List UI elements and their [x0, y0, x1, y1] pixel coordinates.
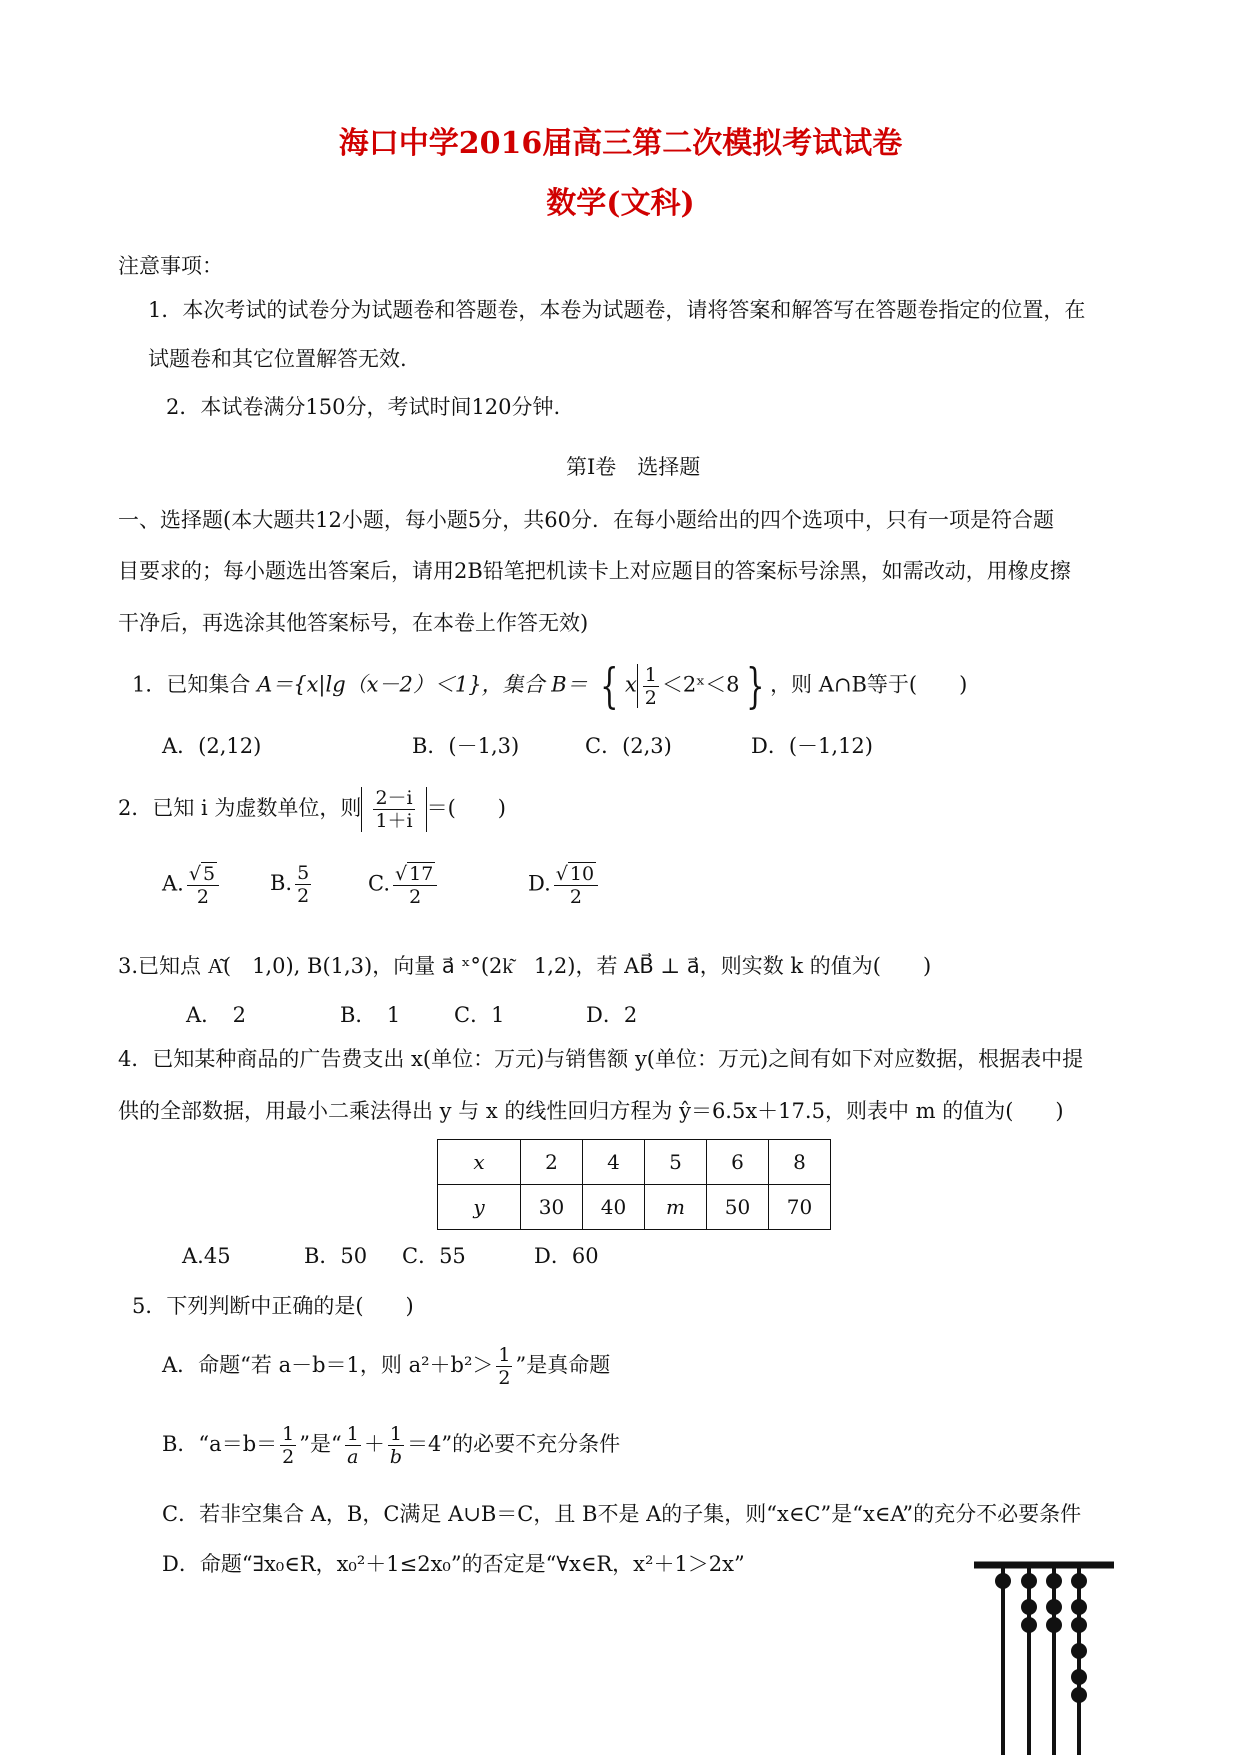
q1-option-d: D．(－1,12)	[751, 734, 873, 758]
q1-right-brace: }	[745, 658, 764, 714]
table-cell: y	[438, 1185, 521, 1230]
table-cell: 2	[521, 1140, 583, 1185]
q4-option-a: A.45	[182, 1244, 231, 1268]
abacus-bead	[995, 1573, 1011, 1589]
section-intro-line-3: 干净后，再选涂其他答案标号，在本卷上作答无效)	[118, 611, 589, 635]
abacus-bead	[1071, 1669, 1087, 1685]
q5-option-a: A．命题“若 a－b＝1，则 a²＋b²＞ $\frac{1}{2}$ ”是真命题	[162, 1344, 611, 1389]
section-title: 第Ⅰ卷 选择题	[566, 455, 701, 479]
q3-option-d: D．2	[586, 1003, 638, 1027]
abacus-bead	[1071, 1643, 1087, 1659]
question-4-line-1: 4．已知某种商品的广告费支出 x(单位：万元)与销售额 y(单位：万元)之间有如下对应数据，根据表中提	[118, 1047, 1084, 1071]
q1-set-b-left: B＝	[551, 672, 588, 697]
table-cell: 30	[521, 1185, 583, 1230]
question-5-stem: 5．下列判断中正确的是( )	[132, 1294, 414, 1318]
q1-left-brace: {	[600, 658, 619, 714]
notice-item-2: 2．本试卷满分150分，考试时间120分钟.	[166, 395, 561, 419]
q1-set-b-var: x	[624, 672, 637, 697]
abacus-figure	[968, 1555, 1118, 1755]
q2-option-a: A. $\frac{√ 5}{2}$	[162, 862, 222, 908]
exam-subtitle: 数学(文科)	[546, 186, 695, 221]
q1-option-a: A．(2,12)	[162, 734, 262, 758]
q5-option-b: B．“a＝b＝ $\frac{1}{2}$ ”是“ $\frac{1}{a}$ ＋ $\frac{1}{b}$ ＝4”的必要不充分条件	[162, 1423, 621, 1468]
table-row	[438, 1185, 831, 1230]
section-intro-line-1: 一、选择题(本大题共12小题，每小题5分，共60分．在每小题给出的四个选项中，只有一项是符合题	[118, 508, 1054, 532]
q1-bar	[637, 664, 640, 708]
table-cell: m	[645, 1185, 707, 1230]
q1-option-b: B．(－1,3)	[412, 734, 520, 758]
q4-data-table	[437, 1139, 831, 1230]
q1-set-a: A＝{x|lg（x－2）＜1}，集合	[257, 672, 545, 697]
abacus-bead	[1071, 1687, 1087, 1703]
abacus-bead	[1046, 1573, 1062, 1589]
abacus-bead	[1071, 1573, 1087, 1589]
q2-prefix: 2．已知 i 为虚数单位，则	[118, 796, 362, 820]
exam-title: 海口中学2016届高三第二次模拟考试试卷	[338, 126, 903, 161]
q4-option-b: B．50	[304, 1244, 368, 1268]
q3-option-a: A． 2	[186, 1003, 247, 1027]
q1-suffix: ，则 A∩B等于( )	[770, 672, 968, 697]
q5-option-d: D．命题“∃x₀∈R，x₀²＋1≤2x₀”的否定是“∀x∈R，x²＋1＞2x”	[162, 1552, 745, 1576]
table-cell: x	[438, 1140, 521, 1185]
q1-half-fraction: $\frac{1}{2}$	[644, 663, 657, 709]
abacus-bead	[1071, 1599, 1087, 1615]
table-cell: 70	[769, 1185, 831, 1230]
abacus-bead	[1021, 1617, 1037, 1633]
question-2-stem	[118, 787, 506, 832]
abacus-bead	[1021, 1599, 1037, 1615]
notice-heading: 注意事项：	[118, 254, 223, 278]
table-cell: 4	[583, 1140, 645, 1185]
q2-option-b: B. $\frac{5}{2}$	[270, 862, 310, 907]
notice-item-1-line-2: 试题卷和其它位置解答无效.	[148, 347, 407, 371]
q1-prefix: 1．已知集合	[132, 672, 251, 697]
q2-fraction: $\frac{2-i}{1+i}$	[375, 787, 413, 832]
question-1-stem	[132, 658, 968, 714]
q1-set-b-rest: ＜2ˣ＜8	[661, 672, 740, 697]
q1-option-c: C．(2,3)	[585, 734, 672, 758]
table-cell: 5	[645, 1140, 707, 1185]
table-cell: 50	[707, 1185, 769, 1230]
q4-option-c: C．55	[402, 1244, 466, 1268]
q2-suffix: ＝( )	[426, 796, 506, 820]
question-3-stem: 3.已知点 A͂( 1,0), B(1,3)，向量 a⃗ ˣ°(2k͂ 1,2)，若 AB⃗ ⊥ a⃗，则实数 k 的值为( )	[118, 954, 932, 978]
table-cell: 40	[583, 1185, 645, 1230]
q3-option-c: C．1	[454, 1003, 505, 1027]
q2-option-d: D. $\frac{√ 10}{2}$	[528, 862, 601, 908]
table-cell: 8	[769, 1140, 831, 1185]
abacus-bead	[1046, 1599, 1062, 1615]
table-cell: 6	[707, 1140, 769, 1185]
q2-option-c: C. $\frac{√ 17}{2}$	[368, 862, 440, 908]
abacus-bead	[1021, 1573, 1037, 1589]
section-intro-line-2: 目要求的；每小题选出答案后，请用2B铅笔把机读卡上对应题目的答案标号涂黑，如需改动，用橡皮擦	[118, 559, 1071, 583]
q4-option-d: D．60	[534, 1244, 599, 1268]
question-4-line-2: 供的全部数据，用最小二乘法得出 y 与 x 的线性回归方程为 ŷ＝6.5x＋17.5，则表中 m 的值为( )	[118, 1099, 1064, 1123]
q3-option-b: B． 1	[340, 1003, 401, 1027]
q2-abs-value	[361, 787, 426, 832]
notice-item-1-line-1: 1．本次考试的试卷分为试题卷和答题卷，本卷为试题卷，请将答案和解答写在答题卷指定的位置，在	[148, 298, 1086, 322]
q5-option-c: C．若非空集合 A，B，C满足 A∪B＝C，且 B不是 A的子集，则“x∈C”是“x∈A”的充分不必要条件	[162, 1502, 1082, 1526]
table-row	[438, 1140, 831, 1185]
abacus-bead	[1071, 1617, 1087, 1633]
abacus-bead	[1046, 1617, 1062, 1633]
